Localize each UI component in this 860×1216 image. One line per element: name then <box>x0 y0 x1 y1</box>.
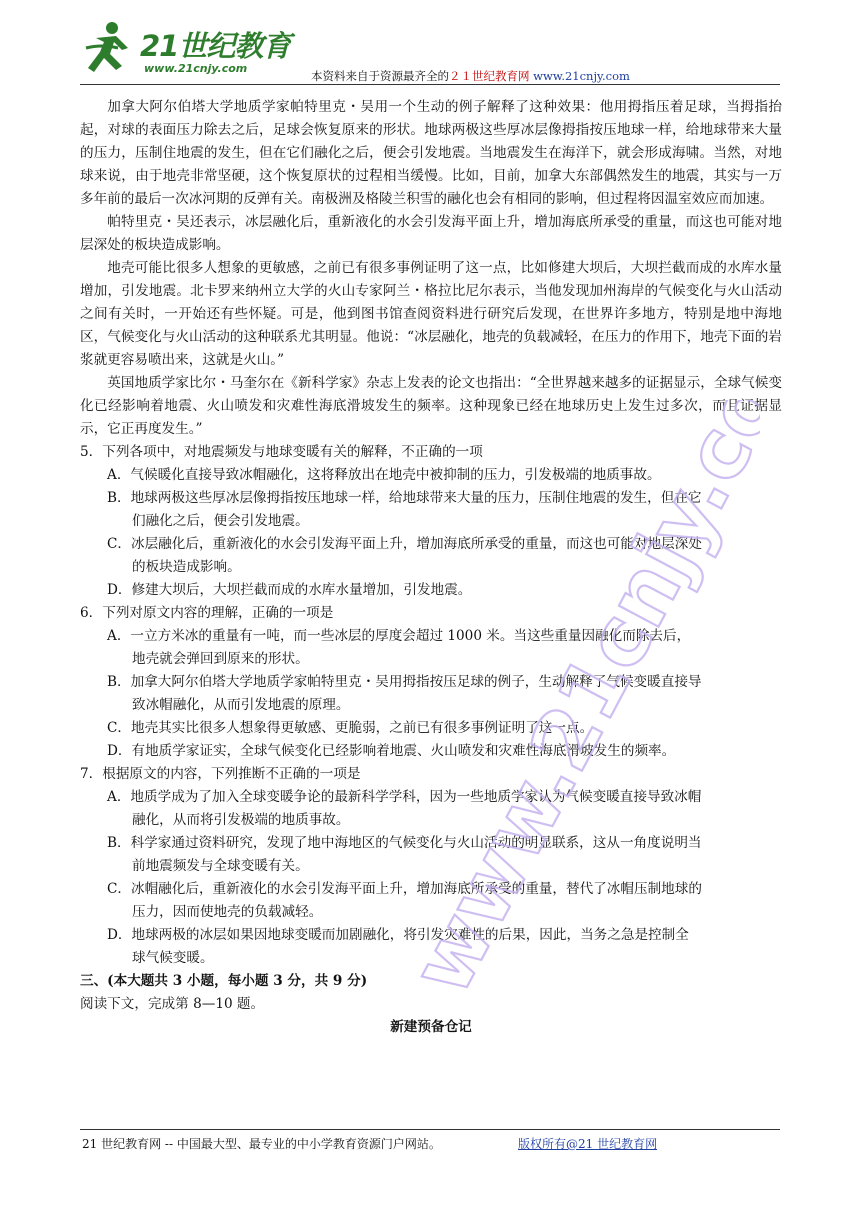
paragraph: 加拿大阿尔伯塔大学地质学家帕特里克・吴用一个生动的例子解释了这种效果：他用拇指压着足球，当拇指抬起，对球的表面压力除去之后，足球会恢复原来的形状。地球两极这些厚冰层像拇指按压地球一样，给地球带来大量的压力，压制住地震的发生，但在它们融化之后，便会引发地震。当地震发生在海洋下，就会形成海啸。当然，对地球来说，由于地壳非常坚硬，这个恢复原状的过程相当缓慢。比如，目前，加拿大东部偶然发生的地震，其实与一万多年前的最后一次冰河期的反弹有关。南极洲及格陵兰积雪的融化也会有相同的影响，但过程将因温室效应而加速。 <box>80 99 782 207</box>
section-heading: 三、(本大题共 3 小题，每小题 3 分，共 9 分) <box>80 973 368 989</box>
paragraph: 帕特里克・吴还表示，冰层融化后，重新液化的水会引发海平面上升，增加海底所承受的重量，而这也可能对地层深处的板块造成影响。 <box>80 214 782 253</box>
question-5-stem: 5．下列各项中，对地震频发与地球变暖有关的解释，不正确的一项 <box>80 444 483 460</box>
question-7-option-a: A．地质学成为了加入全球变暖争论的最新科学学科，因为一些地质学家认为气候变暖直接导致冰帽融化，从而将引发极端的地质事故。 <box>107 789 702 828</box>
question-6-option-d: D．有地质学家证实，全球气候变化已经影响着地震、火山喷发和灾难性海底滑坡发生的频率。 <box>107 743 676 759</box>
question-7-stem: 7．根据原文的内容，下列推断不正确的一项是 <box>80 766 361 782</box>
copyright-link[interactable]: 版权所有@21 世纪教育网 <box>518 1137 658 1151</box>
logo-url: www.21cnjy.com <box>144 62 248 75</box>
question-5-option-b: B．地球两极这些厚冰层像拇指按压地球一样，给地球带来大量的压力，压制住地震的发生，但在它们融化之后，便会引发地震。 <box>107 490 702 529</box>
page-header <box>0 0 860 90</box>
paragraph: 地壳可能比很多人想象的更敏感，之前已有很多事例证明了这一点，比如修建大坝后，大坝拦截而成的水库水量增加，引发地震。北卡罗来纳州立大学的火山专家阿兰・格拉比尼尔表示，当他发现加州海岸的气候变化与火山活动之间有关时，一开始还有些怀疑。可是，他到图书馆查阅资料进行研究后发现，在世界许多地方，特别是地中海地区，气候变化与火山活动的这种联系尤其明显。他说：“冰层融化，地壳的负载减轻，在压力的作用下，地壳下面的岩浆就更容易喷出来，这就是火山。” <box>80 260 782 368</box>
section-instruction: 阅读下文，完成第 8—10 题。 <box>80 996 265 1012</box>
question-7-option-d: D．地球两极的冰层如果因地球变暖而加剧融化，将引发灾难性的后果，因此，当务之急是控制全球气候变暖。 <box>107 927 689 966</box>
footer-text: 21 世纪教育网 -- 中国最大型、最专业的中小学教育资源门户网站。 <box>82 1137 441 1151</box>
header-divider <box>80 84 780 85</box>
question-6-option-c: C．地壳其实比很多人想象得更敏感、更脆弱，之前已有很多事例证明了这一点。 <box>107 720 594 736</box>
paragraph: 英国地质学家比尔・马奎尔在《新科学家》杂志上发表的论文也指出：“全世界越来越多的证据显示，全球气候变化已经影响着地震、火山喷发和灾难性海底滑坡发生的频率。这种现象已经在地球历史上发生过多次，而且证据显示，它正再度发生。” <box>80 375 782 437</box>
question-5-option-d: D．修建大坝后，大坝拦截而成的水库水量增加，引发地震。 <box>107 582 472 598</box>
question-6-option-b: B．加拿大阿尔伯塔大学地质学家帕特里克・吴用拇指按压足球的例子，生动解释了气候变暖直接导致冰帽融化，从而引发地震的原理。 <box>107 674 702 713</box>
header-note <box>311 68 630 84</box>
header-note-source[interactable]: ２１世纪教育网 <box>449 69 530 83</box>
question-5-option-a: A．气候暖化直接导致冰帽融化，这将释放出在地壳中被抑制的压力，引发极端的地质事故。 <box>107 467 661 483</box>
footer-divider <box>80 1129 780 1130</box>
question-5-option-c: C．冰层融化后，重新液化的水会引发海平面上升，增加海底所承受的重量，而这也可能对地层深处的板块造成影响。 <box>107 536 702 575</box>
watermark-text: www.21cnjy.com <box>393 400 760 1010</box>
passage-title: 新建预备仓记 <box>390 1019 472 1035</box>
question-7-option-b: B．科学家通过资料研究，发现了地中海地区的气候变化与火山活动的明显联系，这从一角度说明当前地震频发与全球变暖有关。 <box>107 835 702 874</box>
question-6-stem: 6．下列对原文内容的理解，正确的一项是 <box>80 605 334 621</box>
document-body <box>80 96 782 1039</box>
runner-logo-icon <box>82 18 142 80</box>
header-note-prefix: 本资料来自于资源最齐全的 <box>311 69 449 83</box>
question-7-option-c: C．冰帽融化后，重新液化的水会引发海平面上升，增加海底所承受的重量，替代了冰帽压制地球的压力，因而使地壳的负载减轻。 <box>107 881 702 920</box>
site-logo[interactable] <box>82 18 312 80</box>
header-note-url[interactable]: www.21cnjy.com <box>533 69 630 83</box>
logo-text: 21世纪教育 <box>140 29 291 63</box>
question-6-option-a: A．一立方米冰的重量有一吨，而一些冰层的厚度会超过 1000 米。当这些重量因融化而除去后，地壳就会弹回到原来的形状。 <box>107 628 691 667</box>
